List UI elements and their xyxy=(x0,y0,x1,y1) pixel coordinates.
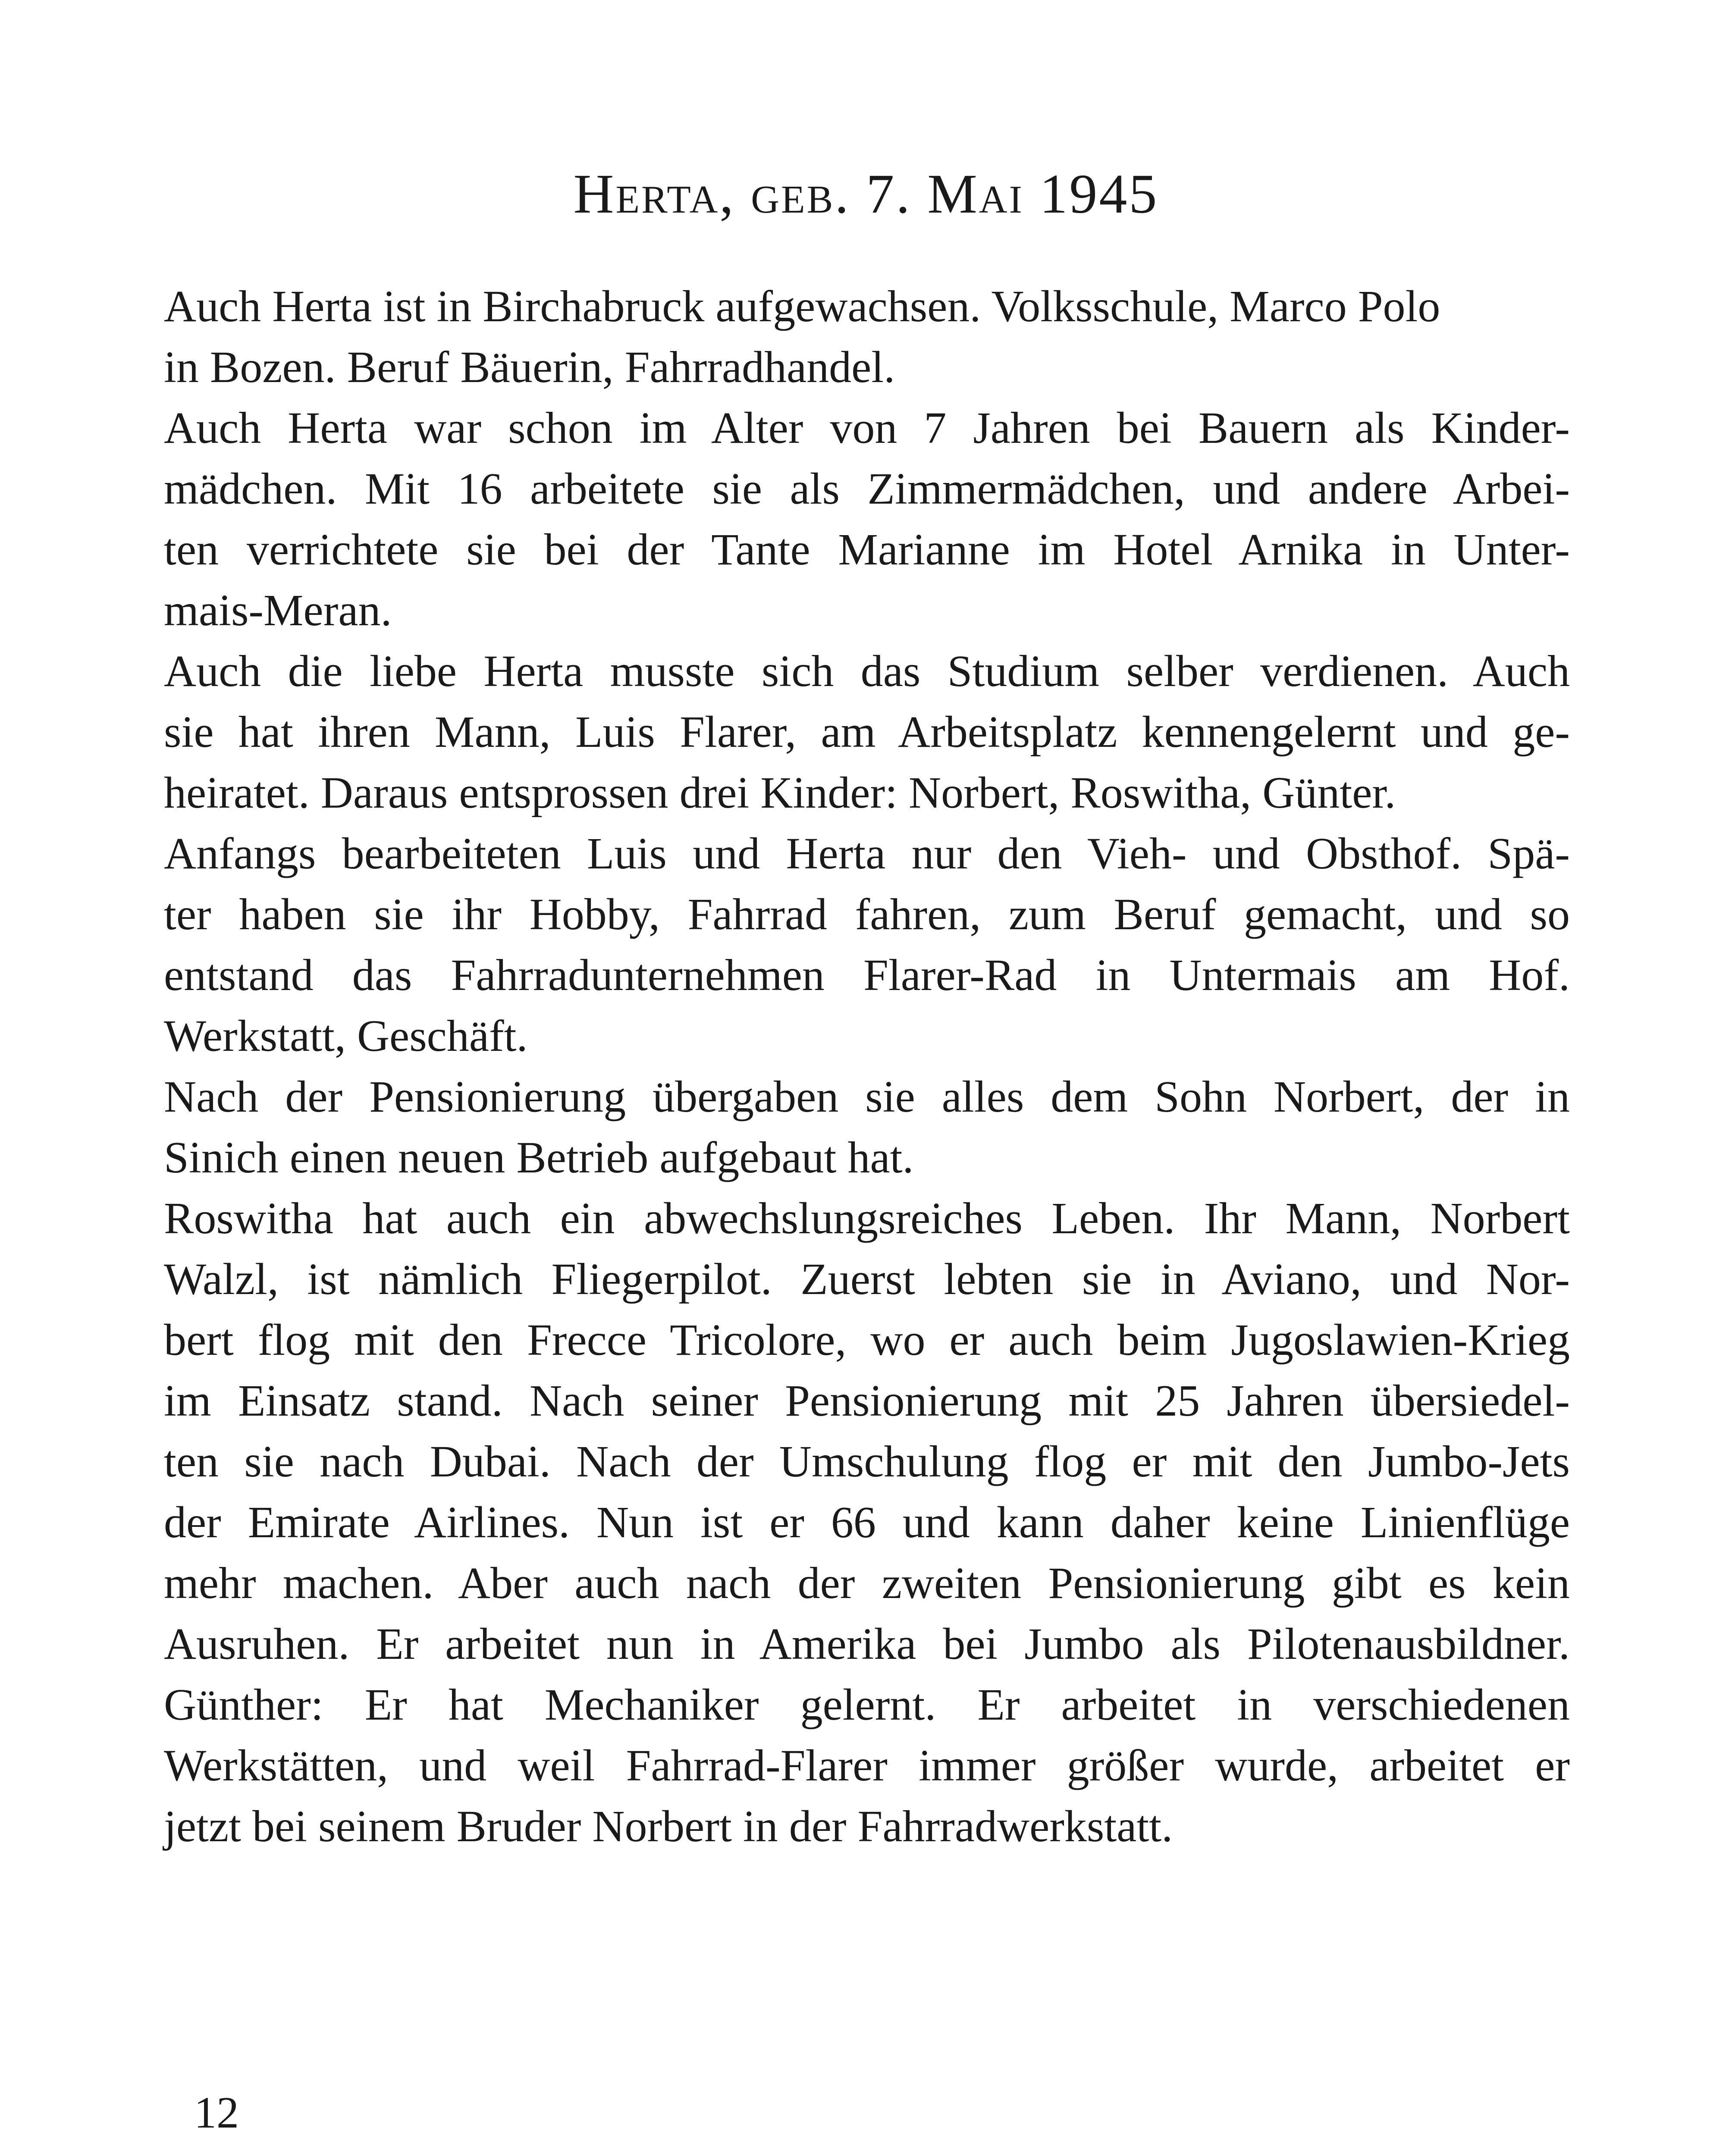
text-line: mehr machen. Aber auch nach der zweiten Pensionierung gibt es kein xyxy=(164,1558,1570,1608)
text-line: Auch die liebe Herta musste sich das Studium selber verdienen. Auch xyxy=(164,646,1570,696)
text-line: jetzt bei seinem Bruder Norbert in der Fahrradwerkstatt. xyxy=(164,1802,1173,1851)
text-line: in Bozen. Beruf Bäuerin, Fahrradhandel. xyxy=(164,342,895,392)
text-line: ter haben sie ihr Hobby, Fahrrad fahren, zum Beruf gemacht, und so xyxy=(164,890,1570,939)
text-line: entstand das Fahrradunternehmen Flarer-Rad in Untermais am Hof. xyxy=(164,950,1570,1000)
text-line: der Emirate Airlines. Nun ist er 66 und kann daher keine Linienflüge xyxy=(164,1498,1570,1547)
text-line: Günther: Er hat Mechaniker gelernt. Er arbeitet in verschiedenen xyxy=(164,1680,1570,1730)
page-number: 12 xyxy=(194,2088,239,2137)
text-line: Walzl, ist nämlich Fliegerpilot. Zuerst lebten sie in Aviano, und Nor- xyxy=(164,1254,1570,1304)
text-line: Nach der Pensionierung übergaben sie alles dem Sohn Norbert, der in xyxy=(164,1072,1570,1122)
body-text xyxy=(164,276,1570,1857)
text-line: Roswitha hat auch ein abwechslungsreiches Leben. Ihr Mann, Norbert xyxy=(164,1194,1570,1243)
text-line: Werkstatt, Geschäft. xyxy=(164,1011,528,1061)
text-line: bert flog mit den Frecce Tricolore, wo er auch beim Jugoslawien-Krieg xyxy=(164,1315,1570,1365)
text-line: mais-Meran. xyxy=(164,586,392,635)
text-line: Anfangs bearbeiteten Luis und Herta nur den Vieh- und Obsthof. Spä- xyxy=(164,829,1570,878)
text-line: Sinich einen neuen Betrieb aufgebaut hat. xyxy=(164,1133,914,1182)
text-line: Werkstätten, und weil Fahrrad-Flarer immer größer wurde, arbeitet er xyxy=(164,1741,1570,1790)
text-line: im Einsatz stand. Nach seiner Pensionierung mit 25 Jahren übersiedel- xyxy=(164,1376,1570,1426)
text-line: ten verrichtete sie bei der Tante Marianne im Hotel Arnika in Unter- xyxy=(164,525,1570,574)
text-line: Ausruhen. Er arbeitet nun in Amerika bei Jumbo als Pilotenausbildner. xyxy=(164,1619,1570,1669)
text-line: sie hat ihren Mann, Luis Flarer, am Arbeitsplatz kennengelernt und ge- xyxy=(164,707,1570,757)
text-line: mädchen. Mit 16 arbeitete sie als Zimmermädchen, und andere Arbei- xyxy=(164,464,1570,514)
text-line: Auch Herta ist in Birchabruck aufgewachsen. Volksschule, Marco Polo xyxy=(164,282,1440,331)
text-line: ten sie nach Dubai. Nach der Umschulung flog er mit den Jumbo-Jets xyxy=(164,1437,1570,1486)
text-line: heiratet. Daraus entsprossen drei Kinder: Norbert, Roswitha, Günter. xyxy=(164,768,1396,818)
chapter-heading: Herta, geb. 7. Mai 1945 xyxy=(573,163,1159,225)
text-line: Auch Herta war schon im Alter von 7 Jahren bei Bauern als Kinder- xyxy=(164,403,1570,453)
